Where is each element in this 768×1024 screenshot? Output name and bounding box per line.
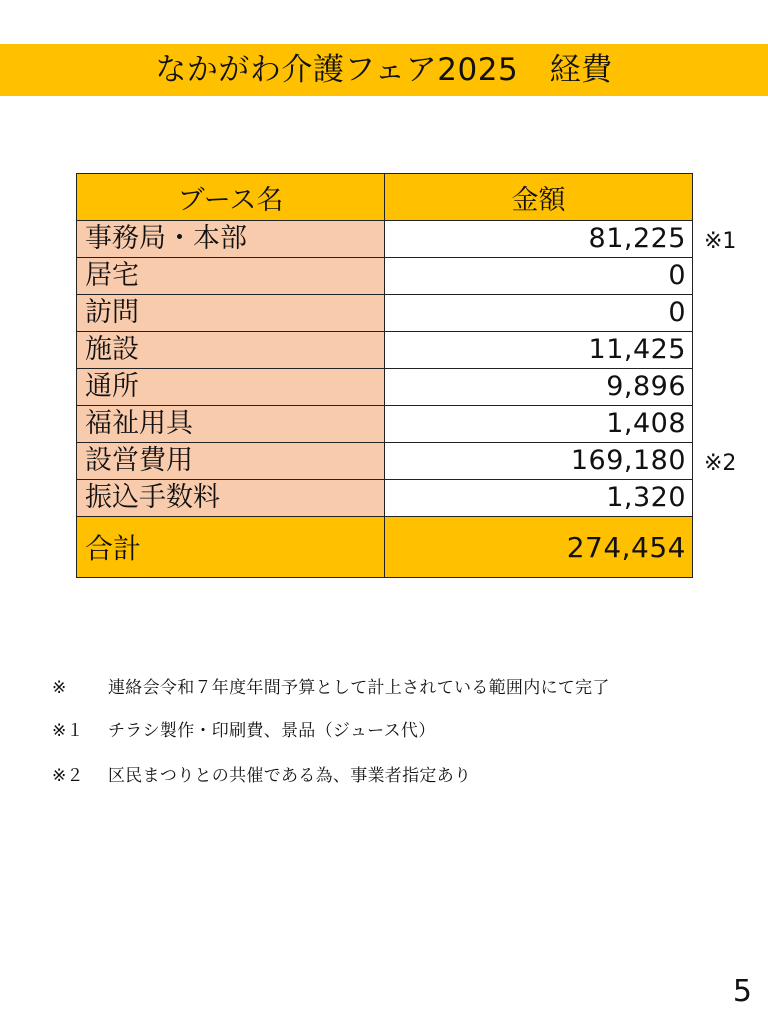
table-row [77,295,693,332]
amount-cell: 0 [385,295,693,332]
table-row [77,332,693,369]
amount-cell: 169,180 [385,443,693,480]
note-general [52,673,610,698]
booth-name-cell: 施設 [77,332,385,369]
total-amount: 274,454 [385,517,693,578]
note-symbol: ※１ [52,721,84,741]
amount-cell: 81,225 [385,221,693,258]
column-header-amount: 金額 [385,174,693,221]
table-row [77,480,693,517]
table-header-row [77,174,693,221]
note-2 [52,761,471,786]
booth-name-cell: 設営費用 [77,443,385,480]
expense-table [76,173,693,578]
note-symbol: ※ [52,678,67,698]
booth-name-cell: 通所 [77,369,385,406]
note-text: チラシ製作・印刷費、景品（ジュース代） [108,721,436,741]
note-symbol: ※２ [52,766,84,786]
amount-cell: 9,896 [385,369,693,406]
amount-cell: 1,408 [385,406,693,443]
page-title: なかがわ介護フェア2025 経費 [155,52,613,88]
booth-name-cell: 居宅 [77,258,385,295]
table-row [77,221,693,258]
note-text: 連絡会令和７年度年間予算として計上されている範囲内にて完了 [108,678,610,698]
table-row [77,443,693,480]
note-text: 区民まつりとの共催である為、事業者指定あり [108,766,472,786]
booth-name-cell: 福祉用具 [77,406,385,443]
footnote-mark-1: ※1 [704,229,737,254]
note-1 [52,716,436,741]
amount-cell: 11,425 [385,332,693,369]
booth-name-cell: 振込手数料 [77,480,385,517]
column-header-booth: ブース名 [77,174,385,221]
amount-cell: 0 [385,258,693,295]
total-label: 合計 [77,517,385,578]
title-bar [0,44,768,96]
amount-cell: 1,320 [385,480,693,517]
footnote-mark-2: ※2 [704,451,737,476]
total-row [77,517,693,578]
booth-name-cell: 訪問 [77,295,385,332]
table-row [77,369,693,406]
page-number: 5 [732,974,752,1009]
table-row [77,406,693,443]
booth-name-cell: 事務局・本部 [77,221,385,258]
table-row [77,258,693,295]
